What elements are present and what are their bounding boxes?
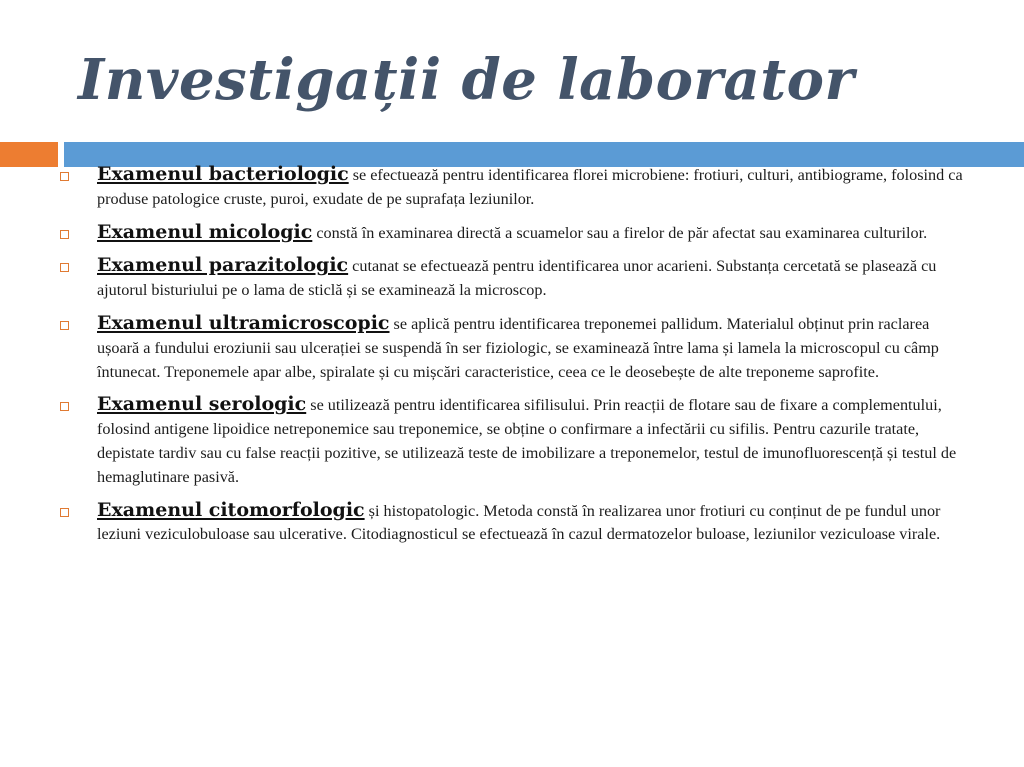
item-text: cutanat se efectuează pentru identificarea unor acarieni. Substanța cercetată se plasează cu ajutorul bisturiului pe o lama de sticlă și se examinează la microscop. bbox=[97, 257, 937, 300]
list-item-citomorfologic bbox=[0, 499, 1024, 548]
item-text: se efectuează pentru identificarea florei microbiene: frotiuri, culturi, antibiograme, folosind ca produse patologice cruste, puroi, exudate de pe suprafața leziunilor. bbox=[97, 166, 963, 208]
item-term: Examenul parazitologic bbox=[97, 254, 349, 277]
item-text: se aplică pentru identificarea treponemei pallidum. Materialul obținut prin raclarea ușoară a fundului eroziunii sau ulcerației se suspendă în ser fiziologic, se examinează între lama și lamela la microscopul cu câmp întunecat. Treponemele apar albe, spiralate și cu mișcări caracteristice, ceea ce le deosebește de alte treponeme saprofite. bbox=[97, 314, 939, 381]
item-text: se utilizează pentru identificarea sifilisului. Prin reacții de flotare sau de fixare a complementului, folosind antigene lipoidice netreponemice sau treponemice, se obține o confirmare a infectării cu sifilis. Pentru cazurile tratate, depistate tardiv sau cu false reacții pozitive, se utilizează teste de imobilizare a treponemelor, testul de imunofluorescență și testul de hemaglutinare pasivă. bbox=[97, 396, 957, 486]
item-term: Examenul micologic bbox=[97, 220, 313, 243]
list-item-micologic bbox=[0, 221, 1024, 246]
slide-title: Investigații de laborator bbox=[78, 47, 855, 113]
square-bullet-icon bbox=[60, 402, 69, 411]
item-term: Examenul citomorfologic bbox=[97, 498, 365, 521]
list-item-ultramicroscopic bbox=[0, 312, 1024, 384]
item-term: Examenul ultramicroscopic bbox=[97, 311, 390, 334]
square-bullet-icon bbox=[60, 230, 69, 239]
square-bullet-icon bbox=[60, 172, 69, 181]
bullet-list bbox=[0, 163, 1024, 556]
item-term: Examenul bacteriologic bbox=[97, 163, 349, 185]
item-text: constă în examinarea directă a scuamelor sau a firelor de păr afectat sau examinarea culturilor. bbox=[312, 223, 928, 242]
list-item-serologic bbox=[0, 393, 1024, 489]
square-bullet-icon bbox=[60, 263, 69, 272]
list-item-parazitologic bbox=[0, 254, 1024, 303]
square-bullet-icon bbox=[60, 508, 69, 517]
square-bullet-icon bbox=[60, 321, 69, 330]
item-text: și histopatologic. Metoda constă în realizarea unor frotiuri cu conținut de pe fundul unor leziuni veziculobuloase sau ulcerative. Citodiagnosticul se efectuează în cazul dermatozelor buloase, leziunilor veziculoase virale. bbox=[97, 501, 941, 544]
item-term: Examenul serologic bbox=[97, 393, 307, 416]
list-item-bacteriologic bbox=[0, 163, 1024, 212]
